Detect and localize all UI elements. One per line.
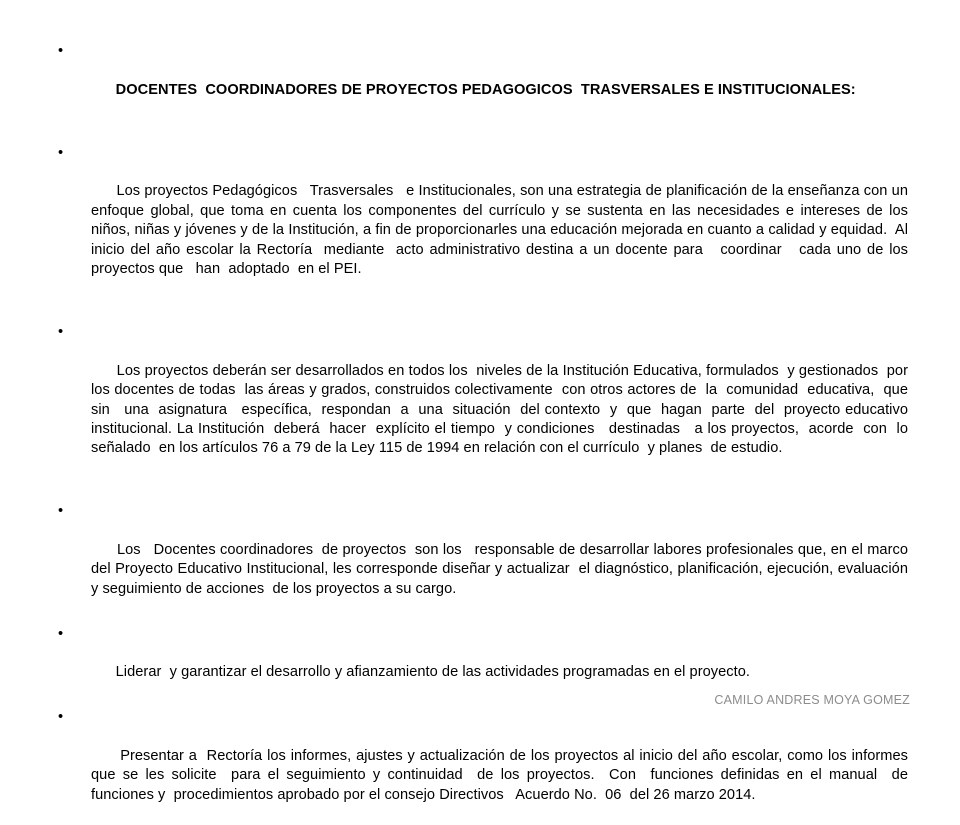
- paragraph-text: Los Docentes coordinadores de proyectos son los responsable de desarrollar labores profesionales que, en el marco del Proyecto Educativo Institucional, les corresponde diseñar y actualizar el diagnóstico, planificación, ejecución, evaluación y seguimiento de acciones de los proyectos a su cargo.: [91, 541, 917, 597]
- bullet-marker: •: [58, 709, 64, 726]
- bullet-list: [58, 42, 921, 825]
- bullet-marker: •: [58, 43, 64, 59]
- paragraph-bullet: [58, 502, 917, 618]
- paragraph-text: Presentar a Rectoría los informes, ajustes y actualización de los proyectos al inicio del año escolar, como los informes que se les solicite para el seguimiento y continuidad de los proyectos. Con funciones definidas en el manual de funciones y procedimientos aprobado por el consejo Directivos Acuerdo No. 06 del 26 marzo 2014.: [91, 748, 921, 803]
- bullet-marker: •: [58, 144, 64, 161]
- heading-bullet: [58, 42, 908, 120]
- bullet-marker: •: [58, 625, 64, 642]
- paragraph-text: Liderar y garantizar el desarrollo y afianzamiento de las actividades programadas en el proyecto.: [115, 664, 751, 681]
- bullet-marker: •: [58, 503, 64, 520]
- paragraph-bullet: [58, 323, 917, 478]
- paragraph-bullet: [58, 625, 908, 703]
- bullet-marker: •: [58, 323, 64, 340]
- author-footer: CAMILO ANDRES MOYA GOMEZ: [714, 693, 910, 707]
- paragraph-bullet: [58, 708, 921, 824]
- section-heading: DOCENTES COORDINADORES DE PROYECTOS PEDAGOGICOS TRASVERSALES E INSTITUCIONALES:: [115, 81, 856, 98]
- paragraph-text: Los proyectos Pedagógicos Trasversales e Institucionales, son una estrategia de planificación de la enseñanza con un enfoque global, que toma en cuenta los componentes del currículo y se sustenta en las necesidades e intereses de los niños, niñas y jóvenes y de la Institución, a fin de proporcionarles una educación mejorada en cuanto a calidad y equidad. Al inicio del año escolar la Rectoría mediante acto administrativo destina a un docente para coordinar cada uno de los proyectos que han adoptado en el PEI.: [91, 183, 913, 278]
- paragraph-text: Los proyectos deberán ser desarrollados en todos los niveles de la Institución Educativa, formulados y gestionados por los docentes de todas las áreas y grados, construidos colectivamente con otros actores de la comunidad educativa, que sin una asignatura específica, respondan a una situación del contexto y que hagan parte del proyecto educativo institucional. La Institución deberá hacer explícito el tiempo y condiciones destinadas a los proyectos, acorde con lo señalado en los artículos 76 a 79 de la Ley 115 de 1994 en relación con el currículo y planes de estudio.: [91, 362, 917, 457]
- paragraph-bullet: [58, 144, 913, 299]
